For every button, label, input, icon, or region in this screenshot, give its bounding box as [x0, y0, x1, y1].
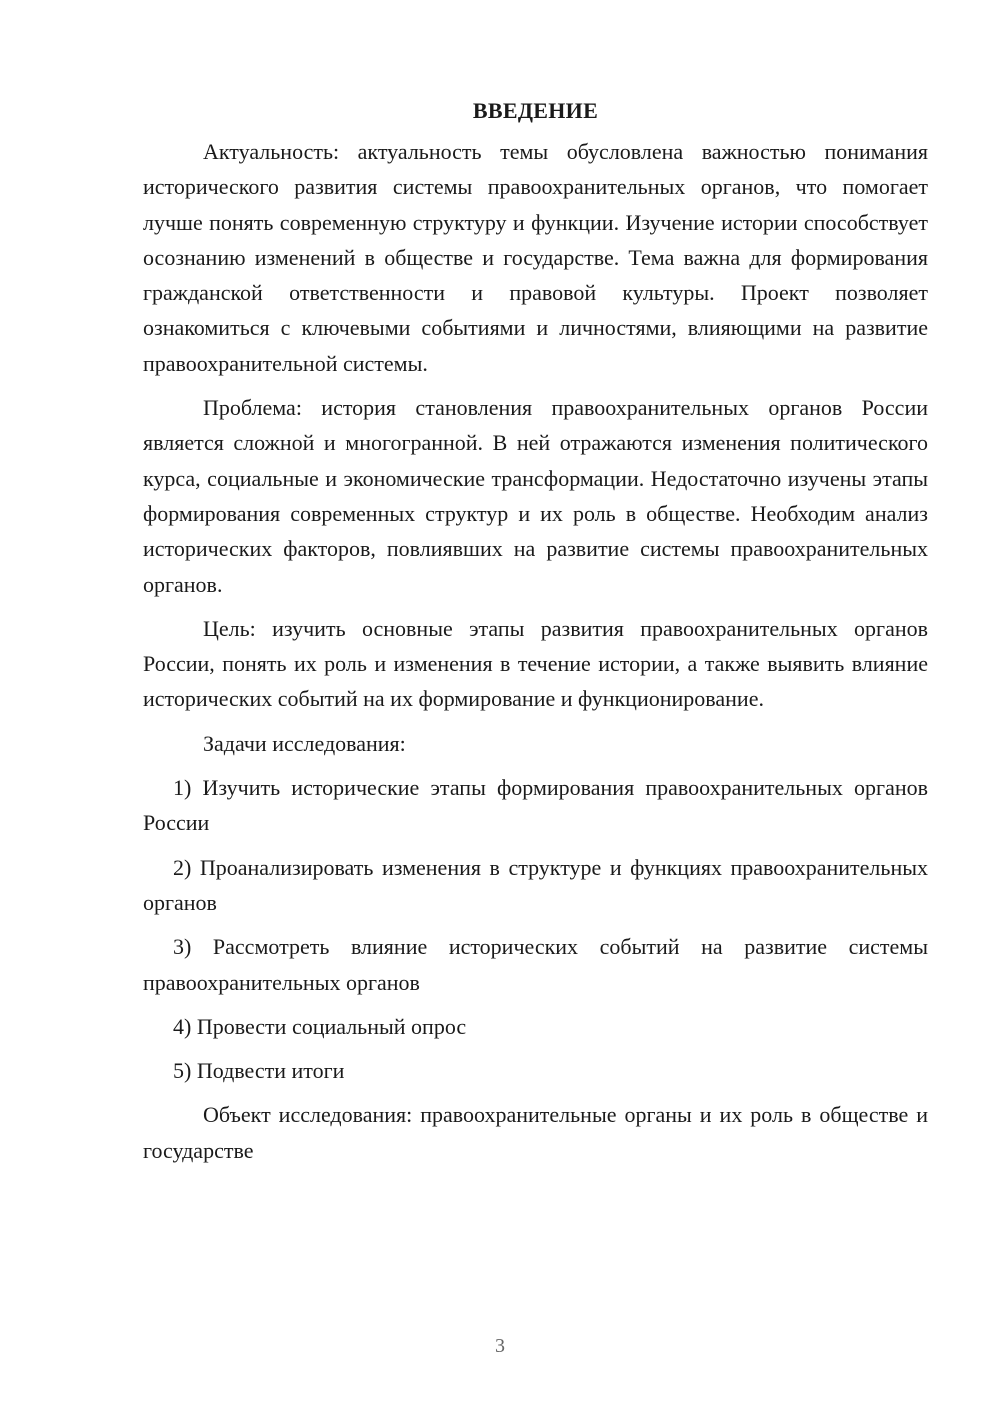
relevance-paragraph: Актуальность: актуальность темы обусловлена важностью понимания исторического развития системы правоохранительных органов, что помогает лучше понять современную структуру и функции. Изучение истории способствует осознанию изменений в обществе и государстве. Тема важна для формирования гражданской ответственности и правовой культуры. Проект позволяет ознакомиться с ключевыми событиями и личностями, влияющими на развитие правоохранительной системы. — [143, 139, 928, 376]
task-item-3: 3) Рассмотреть влияние исторических событий на развитие системы правоохранительных органов — [143, 934, 928, 995]
problem-paragraph: Проблема: история становления правоохранительных органов России является сложной и многогранной. В ней отражаются изменения политического курса, социальные и экономические трансформации. Недостаточно изучены этапы формирования современных структур и их роль в обществе. Необходим анализ исторических факторов, повлиявших на развитие системы правоохранительных органов. — [143, 395, 928, 597]
task-item-2: 2) Проанализировать изменения в структуре и функциях правоохранительных органов — [143, 854, 928, 915]
page-number: 3 — [495, 1335, 505, 1357]
task-item-5: 5) Подвести итоги — [173, 1058, 345, 1084]
tasks-list — [143, 770, 928, 1088]
document-page — [143, 96, 928, 1177]
section-heading: ВВЕДЕНИЕ — [472, 98, 599, 123]
tasks-heading: Задачи исследования: — [203, 730, 406, 756]
task-item-1: 1) Изучить исторические этапы формирования правоохранительных органов России — [143, 775, 928, 836]
goal-paragraph: Цель: изучить основные этапы развития правоохранительных органов России, понять их роль и изменения в течение истории, а также выявить влияние исторических событий на их формирование и функционирование. — [143, 615, 928, 712]
task-item-4: 4) Провести социальный опрос — [173, 1013, 467, 1039]
object-paragraph: Объект исследования: правоохранительные органы и их роль в обществе и государстве — [143, 1102, 928, 1163]
